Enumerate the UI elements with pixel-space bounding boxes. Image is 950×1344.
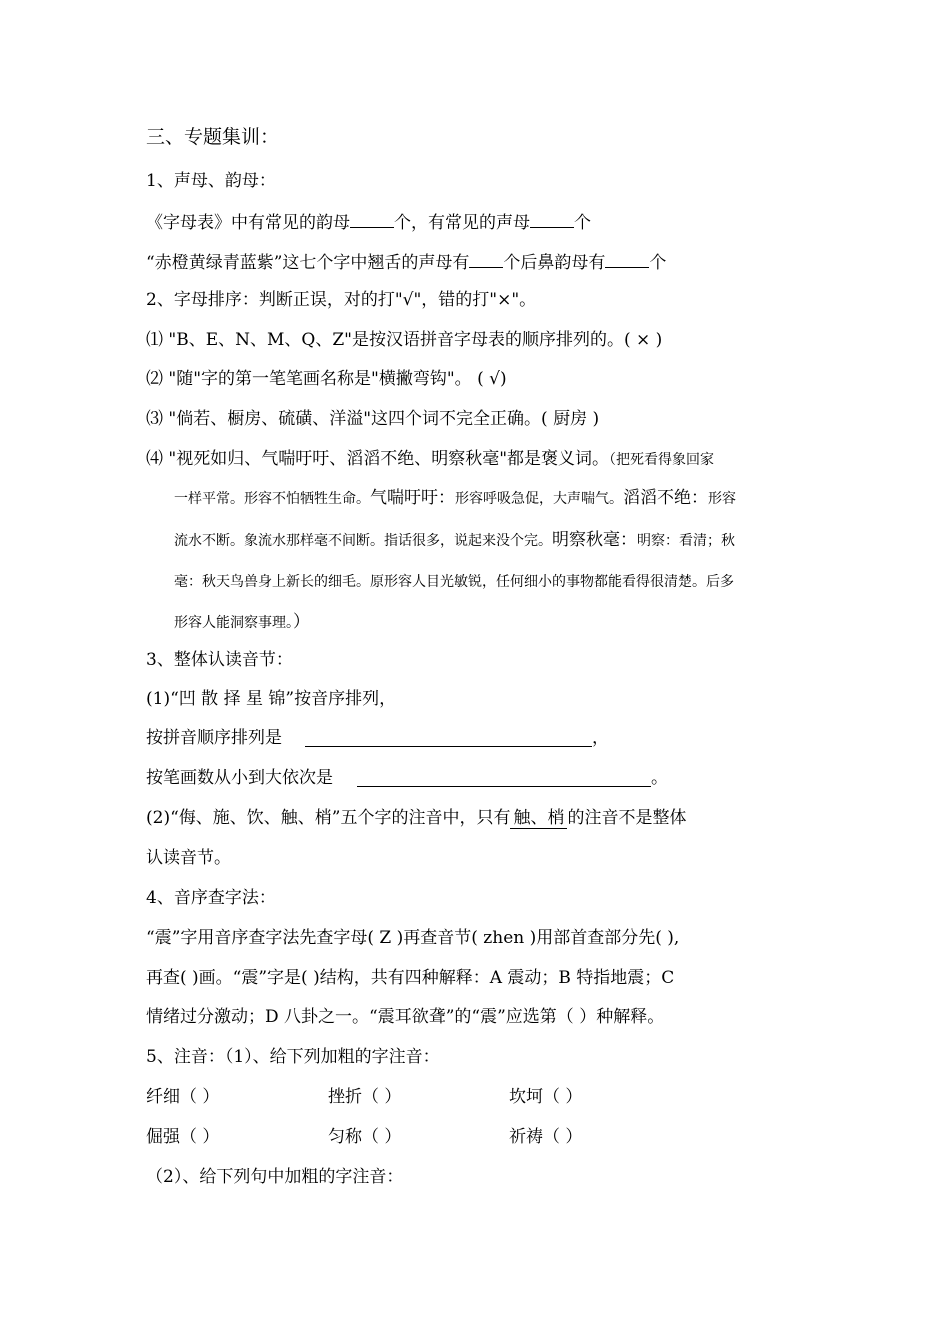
blank-retroflex-count[interactable] (469, 249, 503, 268)
s2-item1: ⑴ "B、E、N、M、Q、Z"是按汉语拼音字母表的顺序排列的。( × ) (146, 330, 663, 350)
s1-line2-c: 个 (649, 252, 667, 273)
s2-note-line4: 毫：秋天鸟兽身上新长的细毛。原形容人目光敏锐，任何细小的事物都能看得很清楚。后多 (174, 574, 734, 590)
s3-q1a-label: 按拼音顺序排列是 (146, 728, 282, 748)
s3-q2-a: (2)“侮、施、饮、触、梢”五个字的注音中，只有 (146, 808, 511, 828)
note-text: 流水不断。象流水那样毫不间断。指话很多，说起来没个完。 (174, 533, 552, 549)
s4-line2: 再查( )画。“震”字是( )结构，共有四种解释：A 震动；B 特指地震；C (146, 968, 675, 988)
s2-note-line3 (174, 530, 735, 551)
s1-line1 (146, 209, 591, 234)
pinyin-item[interactable]: 坎坷（ ） (509, 1087, 583, 1107)
s2-item4 (146, 448, 714, 471)
s2-note-line2 (174, 488, 736, 509)
s1-heading: 1、声母、韵母： (146, 171, 276, 191)
s1-line1-c: 个 (574, 212, 591, 233)
answer-line-pinyin-order[interactable] (305, 746, 592, 747)
s4-heading: 4、音序查字法： (146, 888, 276, 908)
s4-line1: “震”字用音序查字法先查字母( Z )再查音节( zhen )用部首查部分先( ), (146, 928, 680, 948)
note-term: 气喘吁吁： (370, 488, 455, 508)
note-close: ） (293, 612, 310, 632)
s3-q2 (146, 807, 686, 829)
note-term: 明察秋毫： (552, 530, 637, 550)
blank-nasal-count[interactable] (605, 249, 649, 268)
pinyin-item[interactable]: 祈祷（ ） (509, 1127, 583, 1147)
s5-sub2: （2）、给下列句中加粗的字注音： (146, 1167, 404, 1187)
s2-item4-note-start: （把死看得象回家 (609, 452, 715, 468)
s4-line3: 情绪过分激动；D 八卦之一。“震耳欲聋”的“震”应选第（ ）种解释。 (146, 1007, 665, 1027)
s3-q1b-end: 。 (651, 768, 668, 788)
s2-heading: 2、字母排序：判断正误，对的打"√"，错的打"×"。 (146, 290, 537, 310)
note-text: 形容人能洞察事理。 (174, 615, 293, 631)
s2-item2: ⑵ "随"字的第一笔笔画名称是"横撇弯钩"。 ( √) (146, 369, 507, 389)
s3-q1: (1)“凹 散 择 星 锦”按音序排列， (146, 689, 397, 709)
pinyin-item[interactable]: 匀称（ ） (328, 1127, 402, 1147)
note-text: 形容呼吸急促，大声喘气。 (455, 491, 623, 507)
blank-vowel-count[interactable] (350, 209, 394, 228)
pinyin-item[interactable]: 挫折（ ） (328, 1087, 402, 1107)
s1-line2-a: “赤橙黄绿青蓝紫”这七个字中翘舌的声母有 (146, 252, 470, 273)
note-text: 形容 (708, 491, 736, 507)
note-term: 滔滔不绝： (623, 488, 708, 508)
s3-q1a-end: ， (592, 728, 609, 748)
blank-initial-count[interactable] (530, 209, 574, 228)
s2-item3: ⑶ "倘若、橱房、硫磺、洋溢"这四个词不完全正确。( 厨房 ) (146, 409, 600, 429)
s2-note-line5 (174, 612, 310, 633)
note-text: 明察：看清；秋 (637, 533, 735, 549)
pinyin-item[interactable]: 纤细（ ） (146, 1087, 220, 1107)
note-text: 一样平常。形容不怕牺牲生命。 (174, 491, 370, 507)
s3-heading: 3、整体认读音节： (146, 650, 293, 670)
s5-heading: 5、注音：（1）、给下列加粗的字注音： (146, 1047, 440, 1067)
s3-q2-fill[interactable]: 触、梢 (510, 808, 567, 829)
s1-line1-b: 个，有常见的声母 (394, 212, 530, 233)
s3-q1b-label: 按笔画数从小到大依次是 (146, 768, 333, 788)
s3-q2-b: 的注音不是整体 (567, 808, 687, 828)
pinyin-item[interactable]: 倔强（ ） (146, 1127, 220, 1147)
s1-line2-b: 个后鼻韵母有 (503, 252, 606, 273)
s3-q2-cont: 认读音节。 (146, 848, 231, 868)
section-title: 三、专题集训： (146, 126, 280, 148)
s1-line1-a: 《字母表》中有常见的韵母 (146, 212, 350, 233)
answer-line-stroke-order[interactable] (357, 786, 651, 787)
s2-item4-main: ⑷ "视死如归、气喘吁吁、滔滔不绝、明察秋毫"都是褒义词。 (146, 449, 610, 469)
s1-line2 (146, 249, 666, 274)
